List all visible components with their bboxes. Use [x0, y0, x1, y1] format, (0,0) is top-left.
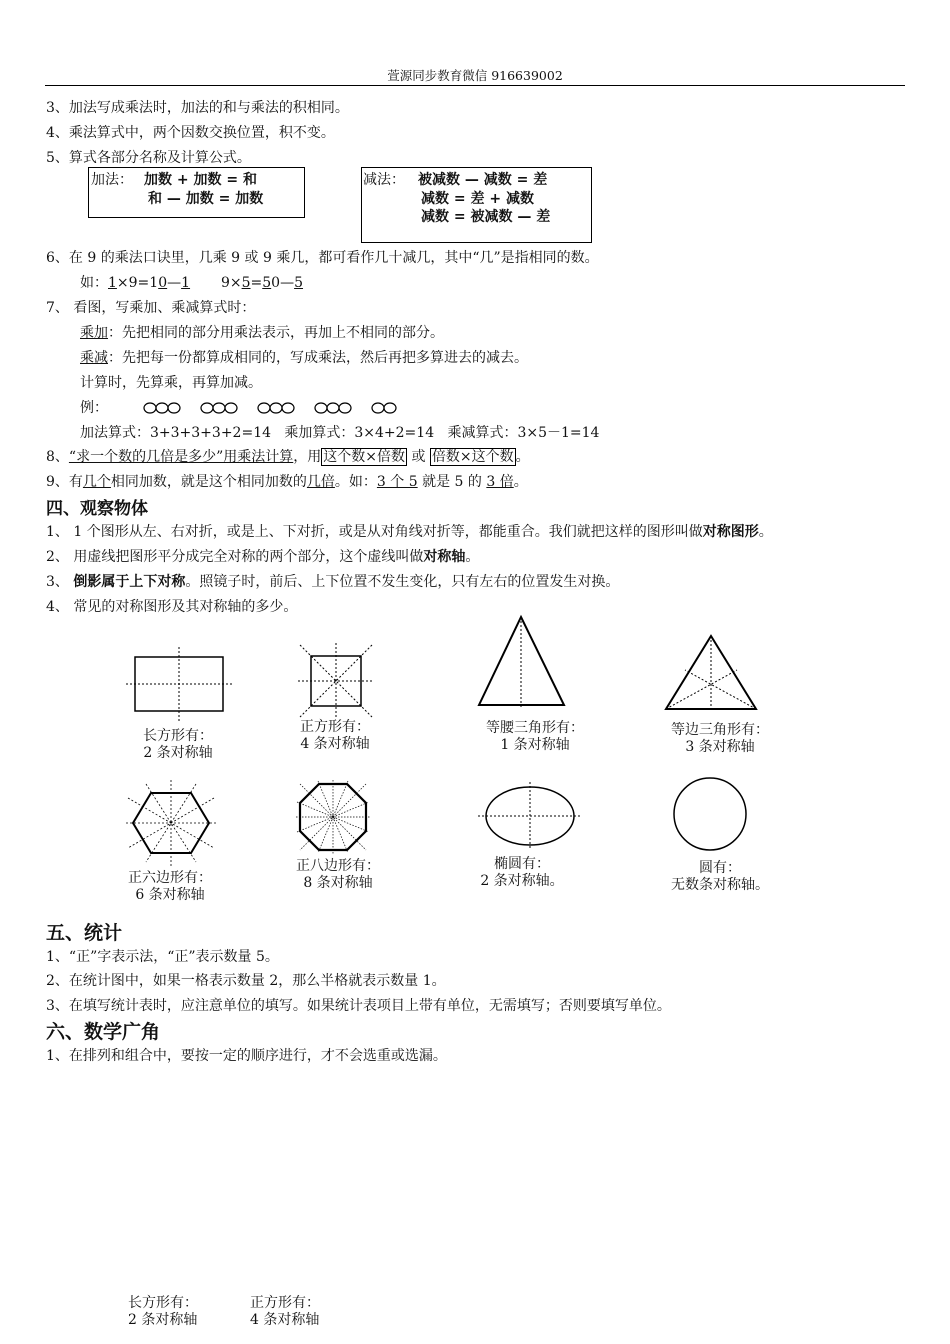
circle-shape	[672, 776, 750, 854]
example-7-label: 例：	[80, 400, 108, 416]
footer-rect-axes: 2 条对称轴	[128, 1312, 198, 1328]
l9-p5: 。如：	[334, 474, 377, 490]
caption-hexagon	[110, 870, 230, 904]
line-6: 6、在 9 的乘法口诀里，几乘 9 或 9 乘几，都可看作几十减几，其中“几”是指相同的数。	[46, 250, 599, 266]
caption-equilateral-triangle	[655, 722, 785, 756]
subtraction-label: 减法：	[363, 172, 405, 188]
hexagon-shape	[126, 780, 216, 866]
ex-a4: —	[167, 275, 182, 291]
line-9	[46, 471, 528, 491]
l9-p4: 几倍	[306, 474, 335, 490]
s4-i3b: 倒影属于上下对称	[73, 574, 186, 590]
add-formula: 加法算式：3+3+3+3+2=14	[80, 425, 272, 441]
l9-p3: 相同加数，就是这个相同加数的	[110, 474, 307, 490]
addition-formula-box	[88, 167, 305, 218]
isosceles-name: 等腰三角形有：	[486, 720, 584, 736]
example-7-formulas	[80, 422, 599, 442]
s4-i1a: 1、 1 个图形从左、右对折，或是上、下对折，或是从对角线对折等，都能重合。我们就把这样的图形叫做	[46, 524, 703, 540]
s5-item-2: 2、在统计图中，如果一格表示数量 2，那么半格就表示数量 1。	[46, 973, 446, 989]
s4-i3a: 3、	[46, 574, 74, 590]
equilateral-name: 等边三角形有：	[671, 722, 769, 738]
equilateral-axes: 3 条对称轴	[685, 739, 755, 755]
caption-circle	[655, 860, 785, 894]
s5-item-3: 3、在填写统计表时，应注意单位的填写。如果统计表项目上带有单位，无需填写；否则要填写单位。	[46, 998, 671, 1014]
footer-rectangle-caption	[128, 1295, 198, 1329]
subtraction-formula-box	[361, 167, 592, 243]
mul-add-term: 乘加	[80, 325, 108, 341]
square-axes: 4 条对称轴	[300, 736, 370, 752]
subtraction-formula-2: 减数 = 差 + 减数	[421, 191, 534, 207]
caption-isosceles-triangle	[470, 720, 600, 754]
octagon-axes: 8 条对称轴	[303, 875, 373, 891]
line-4: 4、乘法算式中，两个因数交换位置，积不变。	[46, 125, 335, 141]
caption-octagon	[278, 858, 398, 892]
s4-item-1	[46, 521, 773, 541]
octagon-name: 正八边形有：	[296, 858, 380, 874]
circle-name: 圆有：	[699, 860, 741, 876]
l9-p9: 。	[513, 474, 528, 490]
addition-label: 加法：	[91, 172, 133, 188]
ex-a3: 0	[158, 275, 168, 291]
mul-sub-desc: ：先把每一份都算成相同的，写成乘法，然后再把多算进去的减去。	[108, 350, 528, 366]
ex-b1: 9×	[220, 275, 242, 291]
addition-formula-2: 和 — 加数 = 加数	[148, 191, 264, 207]
example-6	[80, 272, 303, 292]
square-shape	[298, 643, 374, 719]
hexagon-axes: 6 条对称轴	[135, 887, 205, 903]
line-8	[46, 446, 530, 466]
section-6-title: 六、数学广角	[46, 1021, 161, 1043]
l8-p3: ，用	[293, 449, 322, 465]
mul-sub-rule	[80, 347, 528, 367]
footer-sq-axes: 4 条对称轴	[250, 1312, 320, 1328]
section-5-title: 五、统计	[46, 922, 123, 944]
isosceles-triangle-shape	[476, 613, 568, 709]
rectangle-shape	[126, 645, 232, 725]
calc-order: 计算时，先算乘，再算加减。	[80, 375, 262, 391]
ellipse-name: 椭圆有：	[494, 856, 550, 872]
line-5: 5、算式各部分名称及计算公式。	[46, 150, 251, 166]
s4-i2a: 2、 用虚线把图形平分成完全对称的两个部分，这个虚线叫做	[46, 549, 424, 565]
mul-sub-formula: 乘减算式：3×5－1=14	[447, 425, 600, 441]
footer-rect-name: 长方形有：	[128, 1295, 198, 1311]
square-name: 正方形有：	[300, 719, 370, 735]
circle-groups-figure	[140, 400, 410, 418]
isosceles-axes: 1 条对称轴	[500, 737, 570, 753]
page-header: 萱源同步教育微信 916639002	[387, 68, 563, 83]
l8-p5: 或	[411, 449, 426, 465]
ex-a1: 1	[108, 275, 117, 291]
footer-square-caption	[250, 1295, 320, 1329]
line-3: 3、加法写成乘法时，加法的和与乘法的积相同。	[46, 100, 349, 116]
ex-b2: 5	[241, 275, 251, 291]
caption-rectangle	[118, 728, 238, 762]
l9-p6: 3 个 5	[376, 474, 418, 490]
rectangle-name: 长方形有：	[143, 728, 213, 744]
caption-ellipse	[462, 856, 582, 890]
s4-i2b: 对称轴	[423, 549, 466, 565]
ellipse-shape	[478, 782, 582, 850]
s4-i3c: 。照镜子时，前后、上下位置不发生变化，只有左右的位置发生对换。	[185, 574, 620, 590]
mul-add-rule	[80, 322, 444, 342]
l8-p2: “求一个数的几倍是多少”用乘法计算	[68, 449, 294, 465]
section-4-title: 四、观察物体	[46, 499, 148, 519]
ex-b6: 5	[294, 275, 304, 291]
l9-p2: 几个	[82, 474, 111, 490]
footer-sq-name: 正方形有：	[250, 1295, 320, 1311]
mul-add-desc: ：先把相同的部分用乘法表示，再加上不相同的部分。	[108, 325, 444, 341]
octagon-shape	[296, 780, 370, 854]
l9-p1: 9、有	[46, 474, 83, 490]
l8-p6: 倍数×这个数	[431, 449, 514, 465]
ex-b4: 5	[262, 275, 272, 291]
s4-i2c: 。	[465, 549, 480, 565]
l8-p1: 8、	[46, 449, 69, 465]
mul-add-formula: 乘加算式：3×4+2=14	[284, 425, 435, 441]
subtraction-formula-1: 被减数 — 减数 = 差	[418, 172, 548, 188]
mul-sub-term: 乘减	[80, 350, 108, 366]
ex-a5: 1	[181, 275, 191, 291]
circle-axes: 无数条对称轴。	[671, 877, 769, 893]
l9-p8: 3 倍	[486, 474, 514, 490]
l8-p4: 这个数×倍数	[323, 449, 405, 465]
s4-i1b: 对称图形	[702, 524, 759, 540]
s5-item-1: 1、“正”字表示法，“正”表示数量 5。	[46, 949, 279, 965]
s6-item-1: 1、在排列和组合中，要按一定的顺序进行，才不会选重或选漏。	[46, 1048, 447, 1064]
rectangle-axes: 2 条对称轴	[143, 745, 213, 761]
s4-item-2	[46, 546, 479, 566]
addition-formula-1: 加数 + 加数 = 和	[144, 172, 257, 188]
ex-b5: 0—	[271, 275, 295, 291]
hexagon-name: 正六边形有：	[128, 870, 212, 886]
equilateral-triangle-shape	[660, 632, 762, 714]
s4-i1c: 。	[758, 524, 773, 540]
l8-p7: 。	[515, 449, 530, 465]
subtraction-formula-3: 减数 = 被减数 — 差	[421, 209, 551, 225]
s4-item-3	[46, 571, 619, 591]
header-rule	[45, 85, 905, 86]
caption-square	[275, 719, 395, 753]
example-prefix: 如：	[80, 275, 108, 291]
ex-a2: ×9=1	[116, 275, 159, 291]
line-7: 7、 看图，写乘加、乘减算式时：	[46, 300, 256, 316]
s4-item-4: 4、 常见的对称图形及其对称轴的多少。	[46, 599, 298, 615]
l9-p7: 就是 5 的	[417, 474, 487, 490]
ex-b3: =	[250, 275, 263, 291]
ellipse-axes: 2 条对称轴。	[480, 873, 564, 889]
